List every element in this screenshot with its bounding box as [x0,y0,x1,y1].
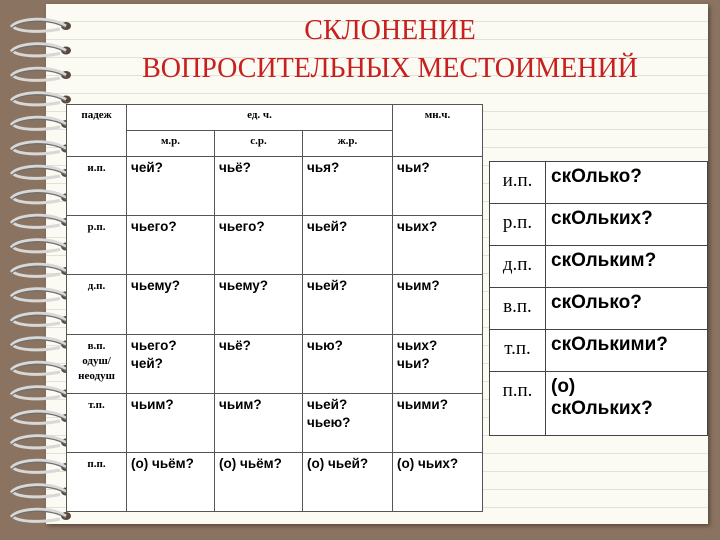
cell-neut: чьё? [215,334,303,393]
case-label: д.п. [67,275,127,334]
cell-neut: чьё? [215,157,303,216]
header-masculine: м.р. [127,131,215,157]
cell-plural: чьим? [393,275,483,334]
table-row [490,372,708,436]
spiral-ring [12,338,71,350]
cell-line: чьих? [397,337,438,353]
table-row [490,204,708,246]
spiral-ring [12,460,71,472]
spiral-ring [12,191,71,203]
spiral-ring [12,117,71,129]
cell-line: чьего? [131,337,177,353]
table-row [490,330,708,372]
case-label: т.п. [490,330,546,372]
spiral-ring [12,411,71,423]
table-row [67,334,483,393]
cell-fem: (о) чьей? [303,452,393,511]
table-row [67,452,483,511]
page-title-line1: СКЛОНЕНИЕ [304,15,476,46]
table-row [67,157,483,216]
cell-neut: чьему? [215,275,303,334]
cell-fem: чью? [303,334,393,393]
spiral-ring [12,485,71,497]
case-label-line: одуш/ [82,354,111,367]
header-neuter: с.р. [215,131,303,157]
cell-plural [393,334,483,393]
spiral-ring [12,166,71,178]
cell-masc: (о) чьём? [127,452,215,511]
cell-line: чьею? [307,414,351,430]
cell-fem: чьей? [303,275,393,334]
cell-line: чьей? [307,396,348,412]
table-row [490,288,708,330]
header-singular: ед. ч. [127,105,393,131]
case-label: р.п. [490,204,546,246]
cell-fem [303,393,393,452]
header-case: падеж [67,105,127,157]
table-row [490,246,708,288]
cell-neut: (о) чьём? [215,452,303,511]
page-title-line2: ВОПРОСИТЕЛЬНЫХ МЕСТОИМЕНИЙ [142,53,638,84]
spiral-ring [12,142,71,154]
spiral-ring [12,289,71,301]
spiral-ring [12,387,71,399]
case-form: скОлько? [546,162,708,204]
table-row [67,216,483,275]
spiral-ring [12,215,71,227]
header-feminine: ж.р. [303,131,393,157]
case-label: в.п. [490,288,546,330]
case-label: п.п. [67,452,127,511]
case-form-line: (о) [551,376,576,397]
spiral-ring [12,93,71,105]
case-form: скОльким? [546,246,708,288]
spiral-ring [12,313,71,325]
case-label: д.п. [490,246,546,288]
case-label: п.п. [490,372,546,436]
spiral-ring [12,362,71,374]
cell-masc: чей? [127,157,215,216]
table-row [67,275,483,334]
case-label-line: в.п. [87,339,106,352]
cell-fem: чья? [303,157,393,216]
case-form: скОлько? [546,288,708,330]
spiral-ring [12,240,71,252]
case-label: и.п. [67,157,127,216]
cell-plural: (о) чьих? [393,452,483,511]
table-row [67,393,483,452]
cell-masc [127,334,215,393]
case-label-line: неодуш [78,369,115,382]
spiral-ring [12,264,71,276]
cell-plural: чьи? [393,157,483,216]
cell-neut: чьим? [215,393,303,452]
case-form-line: скОльких? [551,398,653,419]
cell-masc: чьим? [127,393,215,452]
cell-neut: чьего? [215,216,303,275]
cell-plural: чьих? [393,216,483,275]
cell-fem: чьей? [303,216,393,275]
cell-line: чьи? [397,355,430,371]
case-label [67,334,127,393]
cell-plural: чьими? [393,393,483,452]
case-form: скОлькими? [546,330,708,372]
cell-masc: чьему? [127,275,215,334]
case-form [546,372,708,436]
spiral-ring [12,436,71,448]
case-form: скОльких? [546,204,708,246]
spiral-ring [12,509,71,521]
cell-line: чей? [131,355,163,371]
cell-masc: чьего? [127,216,215,275]
table-row [490,162,708,204]
case-label: р.п. [67,216,127,275]
case-label: т.п. [67,393,127,452]
header-plural: мн.ч. [393,105,483,157]
skolko-declension-table [489,161,708,436]
pronoun-declension-table [66,104,483,512]
case-label: и.п. [490,162,546,204]
